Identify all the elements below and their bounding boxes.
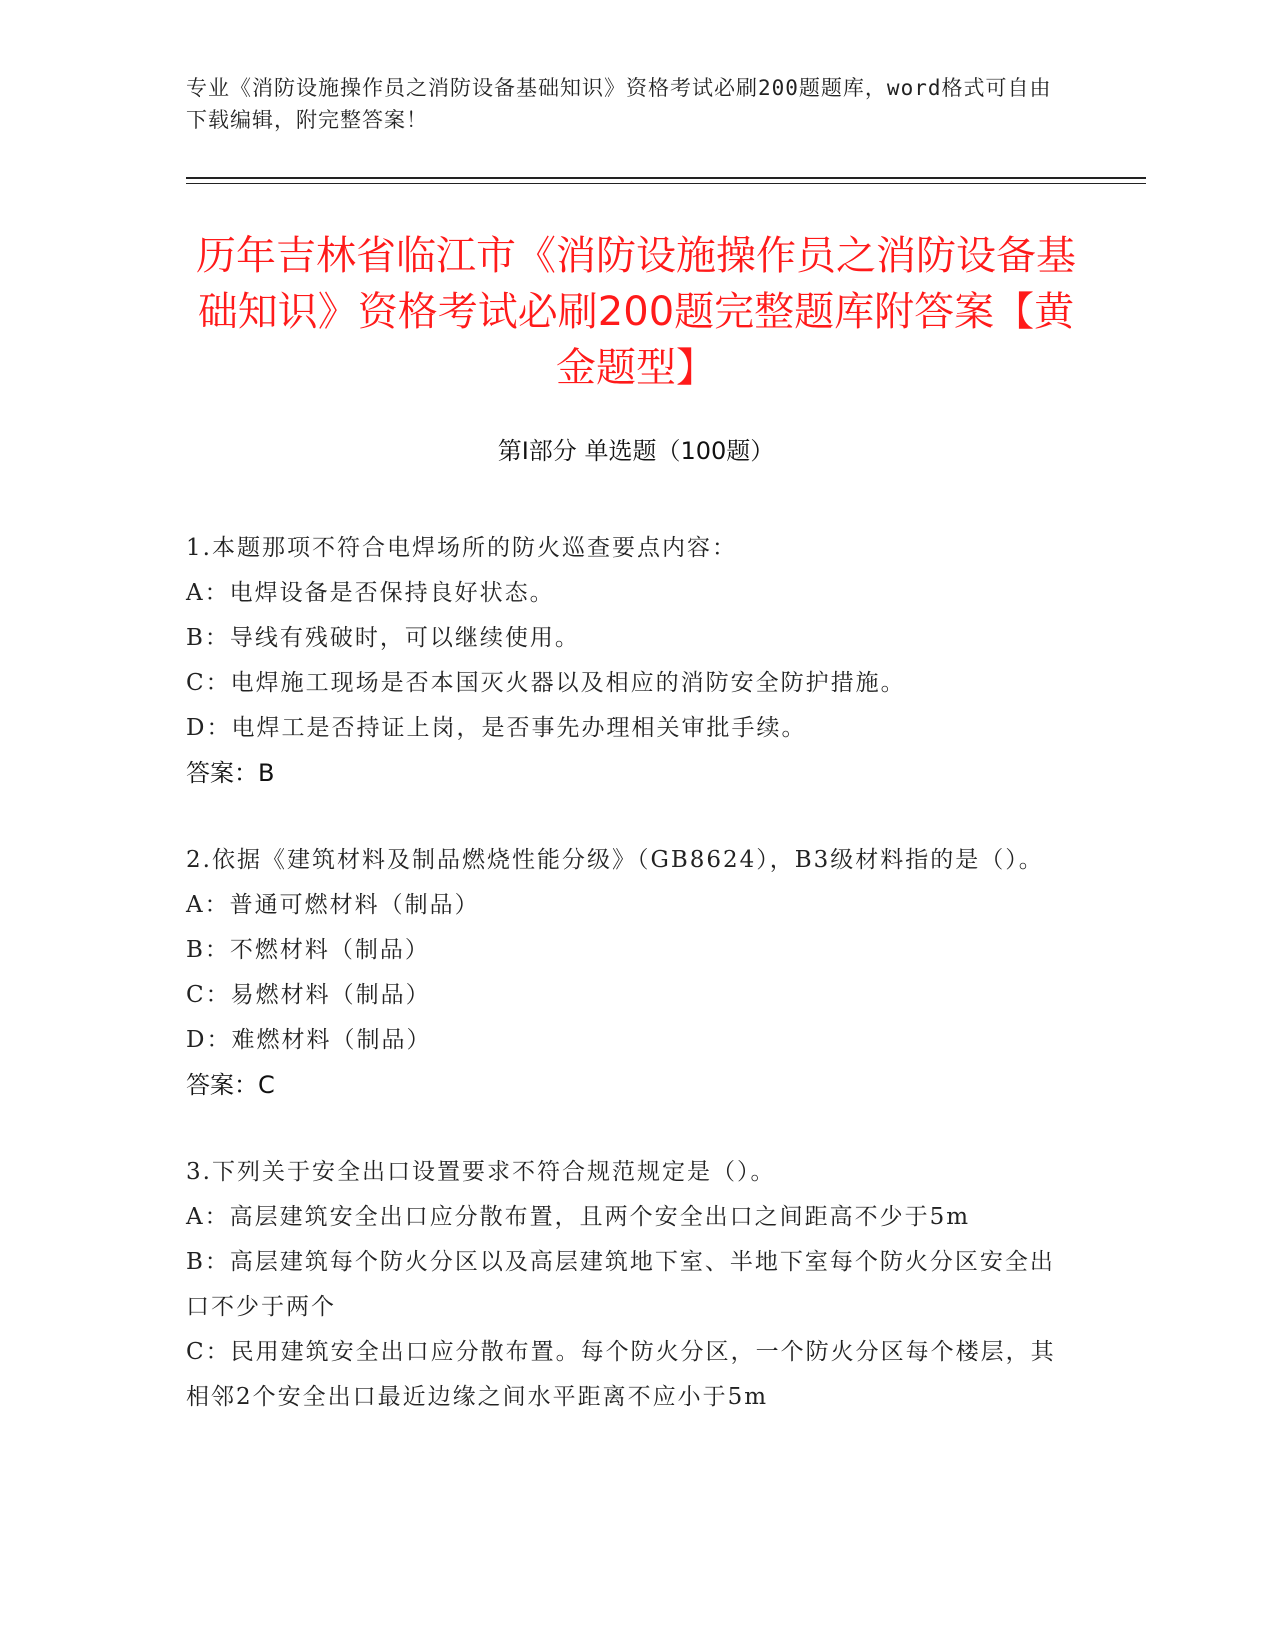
option-a: A：高层建筑安全出口应分散布置，且两个安全出口之间距高不少于5m bbox=[186, 1204, 971, 1230]
option-b: B：不燃材料（制品） bbox=[186, 937, 430, 963]
option-c: C：电焊施工现场是否本国灭火器以及相应的消防安全防护措施。 bbox=[186, 670, 906, 696]
option-c: C：易燃材料（制品） bbox=[186, 982, 431, 1008]
question-3 bbox=[186, 1150, 1066, 1420]
question-stem: 1.本题那项不符合电焊场所的防火巡查要点内容： bbox=[186, 535, 737, 561]
question-2 bbox=[186, 838, 1066, 1108]
header-note: 专业《消防设施操作员之消防设备基础知识》资格考试必刷200题题库，word格式可自由下载编辑，附完整答案！ bbox=[186, 76, 1052, 132]
section-heading: 第Ⅰ部分 单选题（100题） bbox=[497, 437, 775, 465]
option-a: A：普通可燃材料（制品） bbox=[186, 892, 480, 918]
option-b: B：导线有残破时，可以继续使用。 bbox=[186, 625, 580, 651]
answer: 答案：C bbox=[186, 1071, 275, 1099]
question-1 bbox=[186, 526, 1066, 796]
header-divider-thick bbox=[186, 177, 1146, 179]
option-c: C：民用建筑安全出口应分散布置。每个防火分区，一个防火分区每个楼层，其相邻2个安全出口最近边缘之间水平距离不应小于5m bbox=[186, 1339, 1056, 1410]
answer: 答案：B bbox=[186, 759, 275, 787]
document-title: 历年吉林省临江市《消防设施操作员之消防设备基础知识》资格考试必刷200题完整题库附答案【黄金题型】 bbox=[196, 233, 1076, 391]
question-stem: 3.下列关于安全出口设置要求不符合规范规定是（）。 bbox=[186, 1159, 776, 1185]
header-divider-thin bbox=[186, 183, 1146, 184]
option-d: D：难燃材料（制品） bbox=[186, 1027, 432, 1053]
option-b: B：高层建筑每个防火分区以及高层建筑地下室、半地下室每个防火分区安全出口不少于两个 bbox=[186, 1249, 1055, 1320]
question-list bbox=[186, 526, 1066, 1462]
question-stem: 2.依据《建筑材料及制品燃烧性能分级》（GB8624），B3级材料指的是（）。 bbox=[186, 847, 1044, 873]
option-d: D：电焊工是否持证上岗，是否事先办理相关审批手续。 bbox=[186, 715, 807, 741]
option-a: A：电焊设备是否保持良好状态。 bbox=[186, 580, 555, 606]
